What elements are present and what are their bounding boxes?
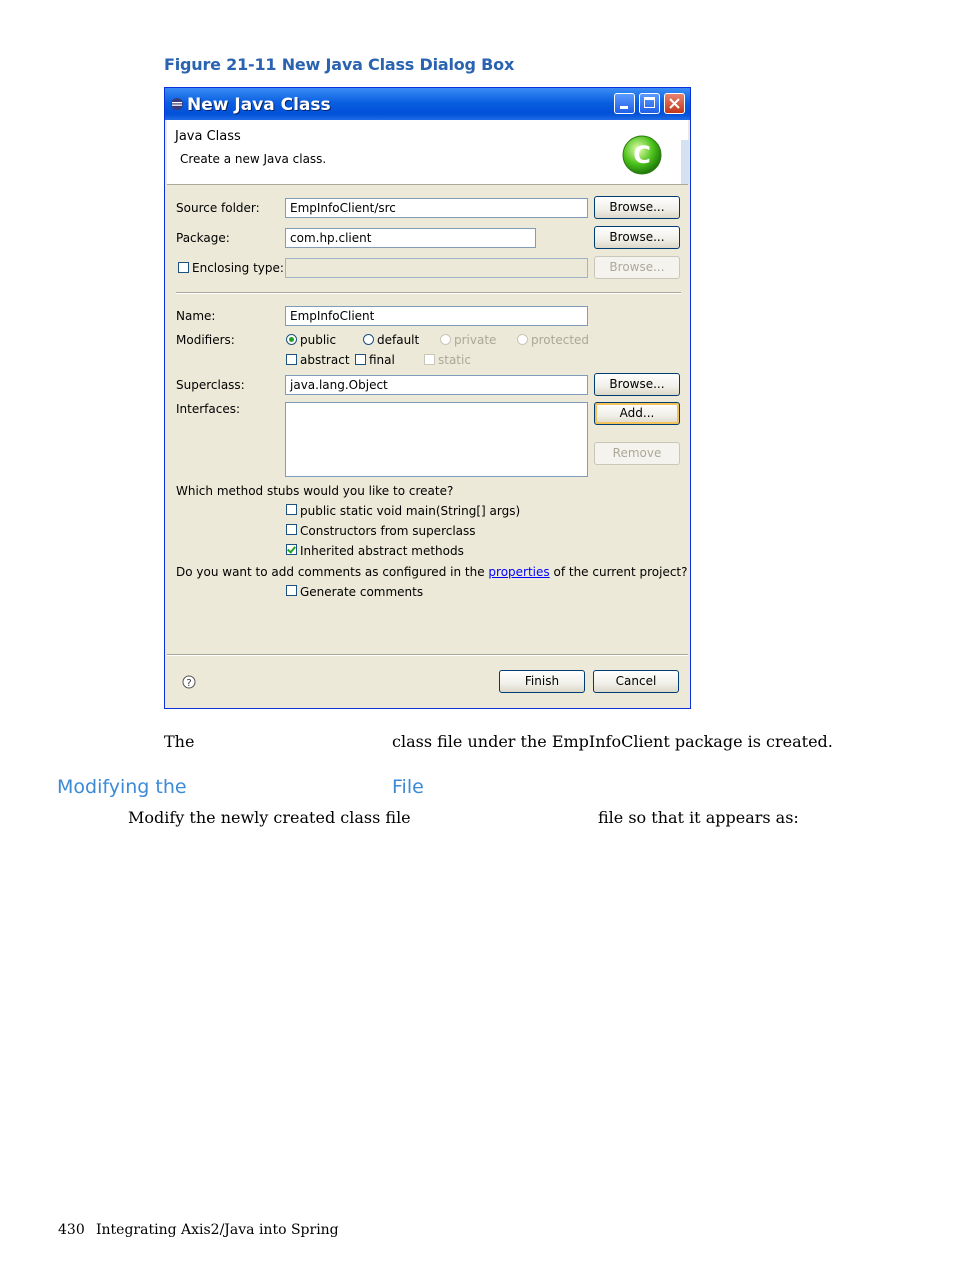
package-label: Package: [176, 231, 230, 245]
modifier-private-label: private [454, 333, 497, 347]
comments-question-post: of the current project? [553, 565, 688, 579]
stub-constructors-label: Constructors from superclass [300, 524, 476, 538]
modifier-static-checkbox [424, 354, 435, 365]
properties-link[interactable]: properties [488, 565, 550, 579]
package-browse-button[interactable]: Browse... [594, 226, 680, 249]
interfaces-list[interactable] [285, 402, 588, 477]
dialog-titlebar[interactable] [165, 88, 690, 120]
section-heading-start: Modifying the [57, 776, 187, 798]
close-button[interactable] [664, 93, 685, 114]
minimize-icon [620, 106, 628, 109]
minimize-button[interactable] [614, 93, 635, 114]
separator [176, 292, 681, 294]
close-icon [669, 98, 680, 109]
generate-comments-label: Generate comments [300, 585, 424, 599]
stub-inherited-checkbox[interactable] [286, 544, 297, 555]
figure-caption: Figure 21-11 New Java Class Dialog Box [164, 55, 515, 74]
new-java-class-dialog [164, 87, 691, 709]
source-folder-browse-button[interactable]: Browse... [594, 196, 680, 219]
stub-main-label: public static void main(String[] args) [300, 504, 521, 518]
body-line2-start: Modify the newly created class file [128, 808, 411, 827]
enclosing-type-browse-button: Browse... [594, 256, 680, 279]
superclass-input[interactable]: java.lang.Object [285, 375, 588, 395]
comments-question [176, 565, 688, 579]
body-line1-start: The [164, 732, 195, 751]
interfaces-remove-button: Remove [594, 442, 680, 465]
section-heading-end: File [392, 776, 424, 798]
modifier-final-checkbox[interactable] [355, 354, 366, 365]
stub-main-checkbox[interactable] [286, 504, 297, 515]
stubs-question: Which method stubs would you like to create? [176, 484, 454, 498]
svg-text:C: C [633, 141, 651, 169]
source-folder-label: Source folder: [176, 201, 260, 215]
modifier-protected-label: protected [531, 333, 590, 347]
modifier-protected-radio [517, 334, 528, 345]
chapter-title: Integrating Axis2/Java into Spring [96, 1222, 339, 1238]
modifier-abstract-checkbox[interactable] [286, 354, 297, 365]
modifier-abstract-label: abstract [300, 353, 350, 367]
name-input[interactable]: EmpInfoClient [285, 306, 588, 326]
maximize-icon [644, 97, 655, 108]
source-folder-input[interactable]: EmpInfoClient/src [285, 198, 588, 218]
finish-button[interactable]: Finish [499, 670, 585, 693]
modifier-public-radio[interactable] [286, 334, 297, 345]
page-number: 430 [58, 1222, 85, 1238]
eclipse-icon [170, 97, 184, 111]
modifier-private-radio [440, 334, 451, 345]
header-subtitle: Create a new Java class. [180, 152, 327, 166]
modifier-default-radio[interactable] [363, 334, 374, 345]
enclosing-type-input [285, 258, 588, 278]
modifiers-label: Modifiers: [176, 333, 235, 347]
superclass-label: Superclass: [176, 378, 245, 392]
comments-question-pre: Do you want to add comments as configured in the [176, 565, 485, 579]
body-line2-end: file so that it appears as: [598, 808, 799, 827]
generate-comments-checkbox[interactable] [286, 585, 297, 596]
stub-inherited-label: Inherited abstract methods [300, 544, 464, 558]
modifier-static-label: static [438, 353, 471, 367]
superclass-browse-button[interactable]: Browse... [594, 373, 680, 396]
cancel-button[interactable]: Cancel [593, 670, 679, 693]
stub-constructors-checkbox[interactable] [286, 524, 297, 535]
java-class-icon [621, 134, 663, 176]
footer-separator [167, 654, 688, 656]
package-input[interactable]: com.hp.client [285, 228, 536, 248]
enclosing-type-checkbox[interactable] [178, 262, 189, 273]
modifier-default-label: default [377, 333, 420, 347]
enclosing-type-label: Enclosing type: [192, 261, 284, 275]
maximize-button[interactable] [639, 93, 660, 114]
header-side-strip [681, 140, 689, 184]
modifier-final-label: final [369, 353, 395, 367]
modifier-public-label: public [300, 333, 337, 347]
body-line1-end: class file under the EmpInfoClient package is created. [392, 732, 833, 751]
help-icon[interactable] [182, 675, 196, 689]
interfaces-label: Interfaces: [176, 402, 241, 416]
dialog-header [167, 120, 688, 185]
svg-text:?: ? [186, 678, 192, 689]
name-label: Name: [176, 309, 216, 323]
dialog-title: New Java Class [187, 95, 331, 115]
header-title: Java Class [175, 129, 241, 144]
interfaces-add-button[interactable]: Add... [594, 402, 680, 425]
